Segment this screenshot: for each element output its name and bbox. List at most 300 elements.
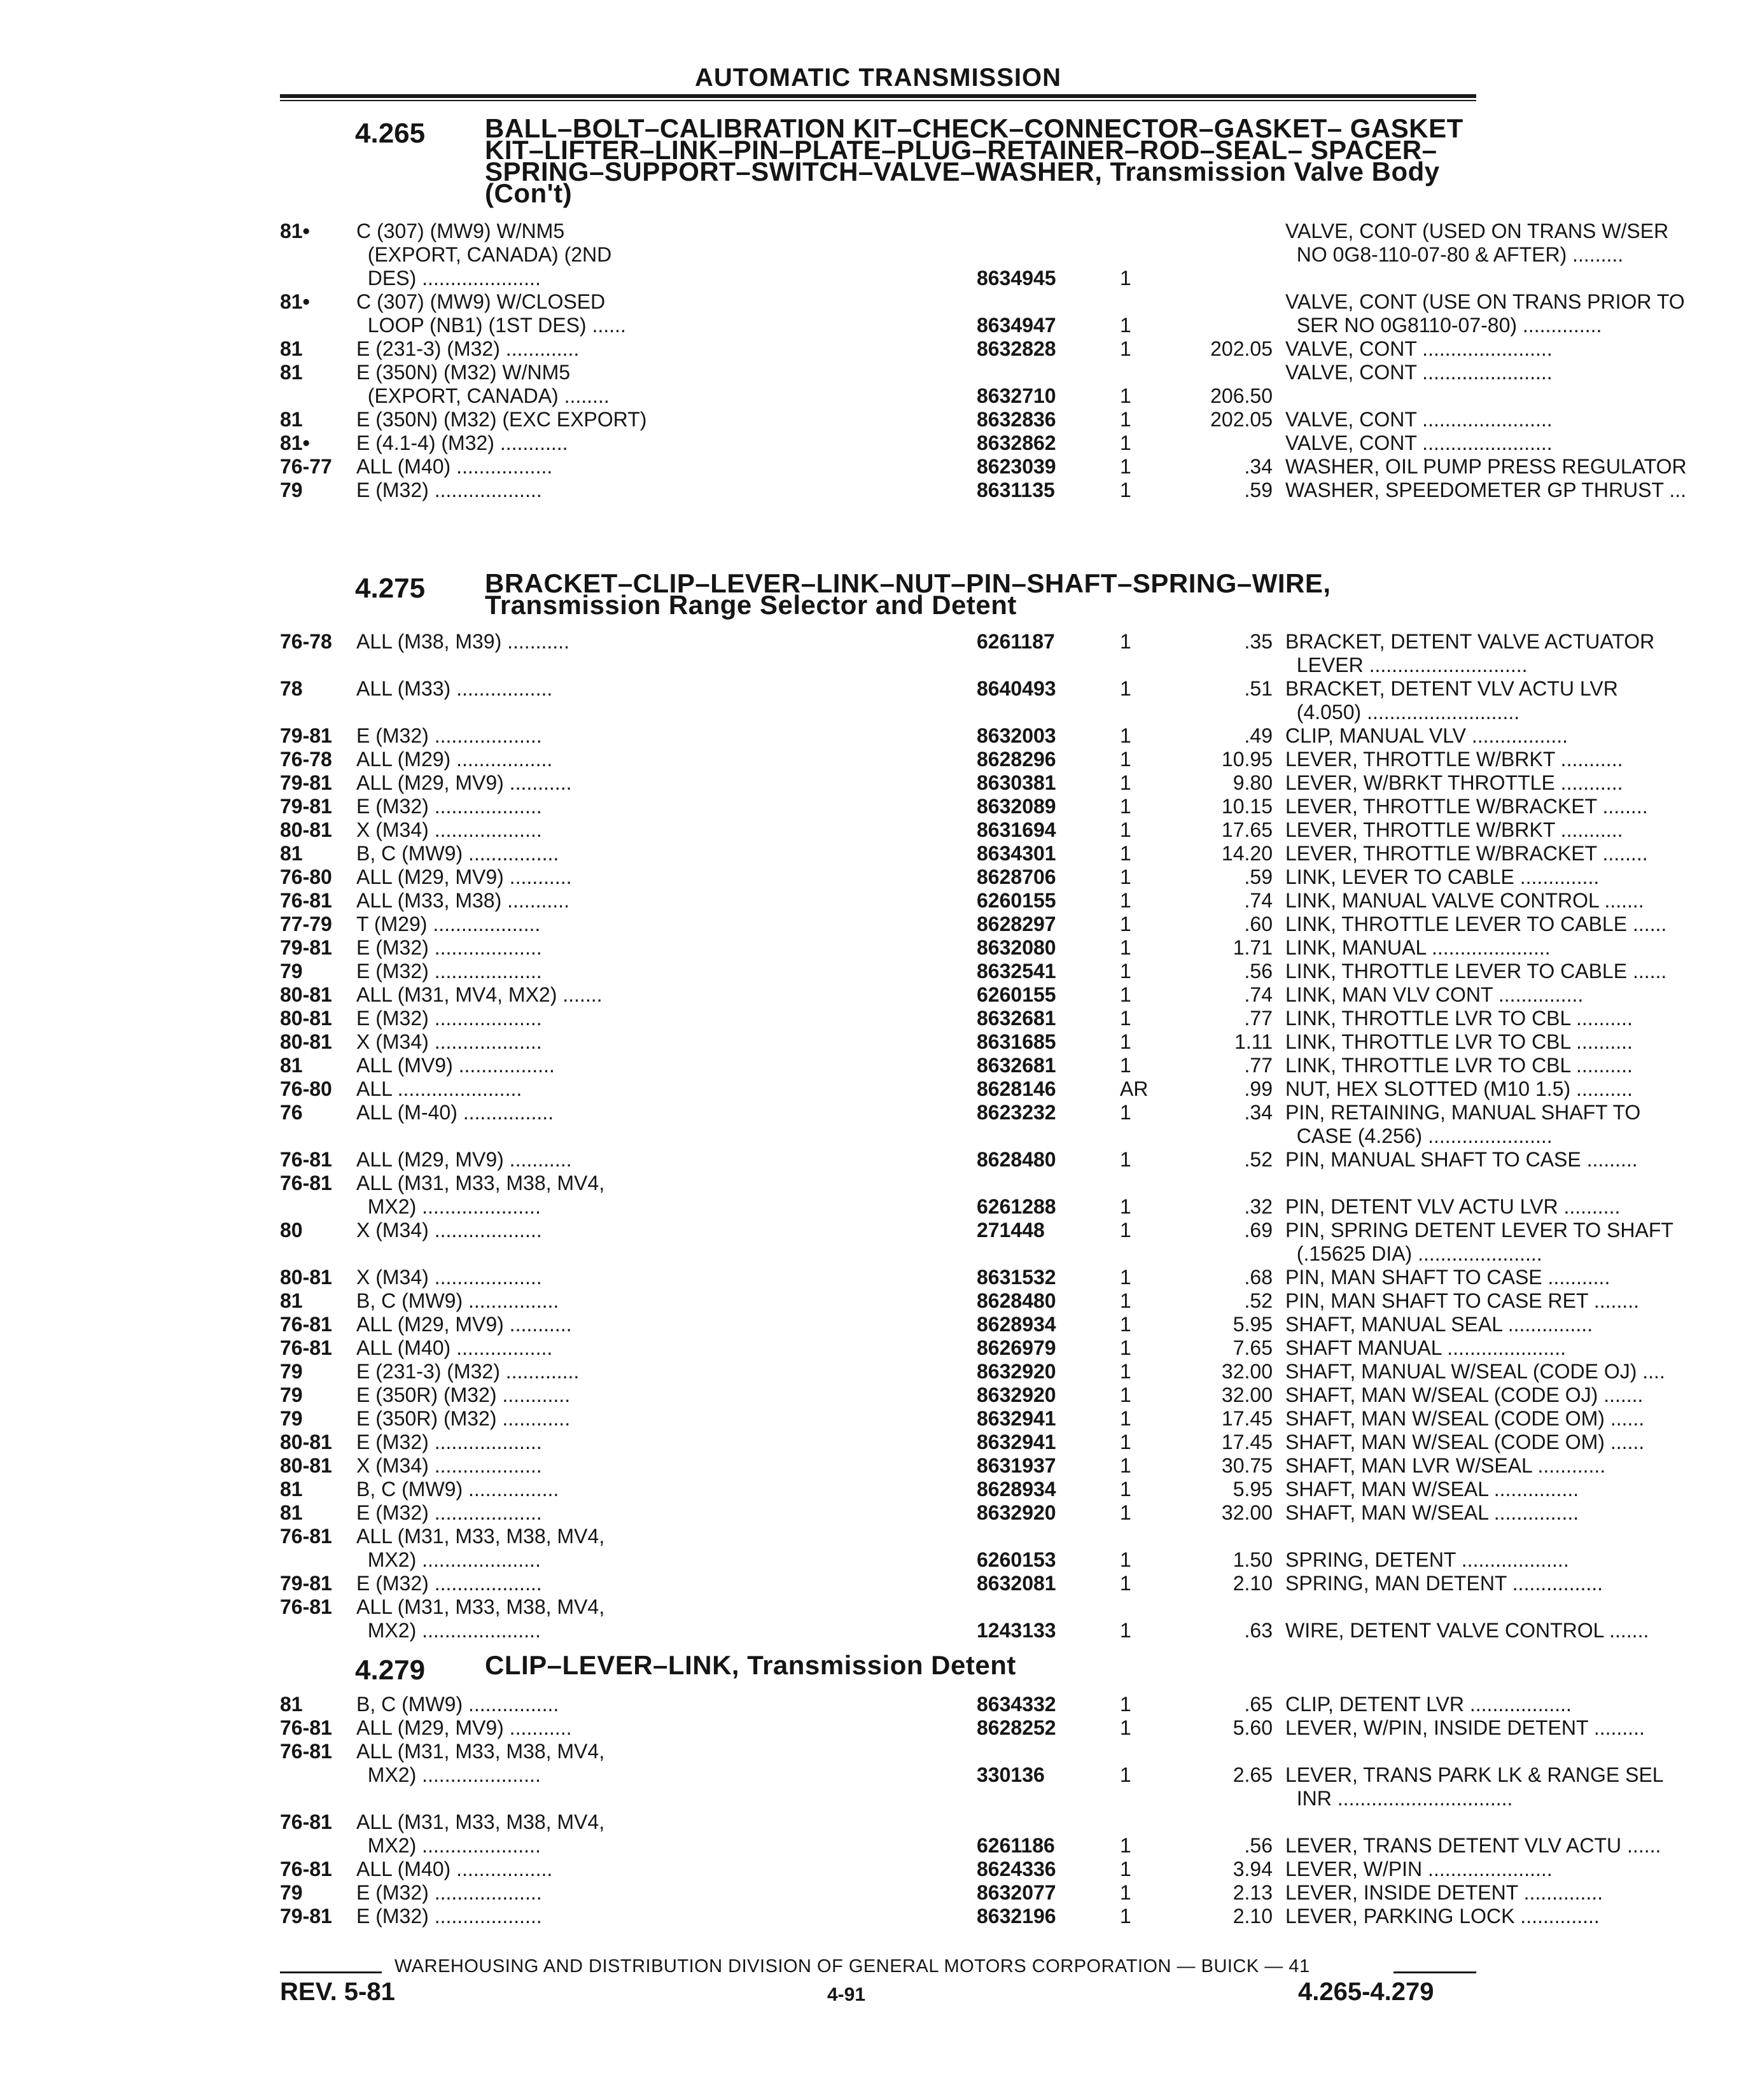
part-number: 8628296 xyxy=(977,748,1056,771)
price: .68 xyxy=(1244,1266,1273,1289)
part-description: VALVE, CONT ....................... xyxy=(1285,431,1553,454)
model-application: ALL (M31, MV4, MX2) ....... xyxy=(356,983,603,1006)
model-application: ALL (M38, M39) ........... xyxy=(356,630,569,653)
parts-row xyxy=(280,913,1667,936)
model-year: 80-81 xyxy=(280,1266,332,1289)
price: 2.10 xyxy=(1233,1572,1273,1595)
part-description: SER NO 0G8110-07-80) .............. xyxy=(1285,314,1602,337)
model-year: 76-81 xyxy=(280,889,332,912)
part-number: 330136 xyxy=(977,1763,1045,1786)
price: .35 xyxy=(1244,630,1273,653)
model-year: 79-81 xyxy=(280,795,332,818)
part-description: PIN, DETENT VLV ACTU LVR .......... xyxy=(1285,1195,1621,1218)
part-number: 6260153 xyxy=(977,1548,1056,1571)
parts-row xyxy=(280,1501,1579,1525)
price: .74 xyxy=(1244,983,1273,1006)
header-rule xyxy=(280,94,1476,98)
quantity: 1 xyxy=(1120,865,1131,888)
part-description: SHAFT, MAN W/SEAL (CODE OM) ...... xyxy=(1285,1431,1645,1453)
parts-row xyxy=(280,724,1568,748)
quantity: 1 xyxy=(1120,1336,1131,1359)
model-application: E (231-3) (M32) ............. xyxy=(356,337,580,360)
quantity: 1 xyxy=(1120,1289,1131,1312)
parts-row xyxy=(280,865,1600,889)
model-application: MX2) ..................... xyxy=(356,1195,541,1218)
price: .69 xyxy=(1244,1219,1273,1242)
parts-row xyxy=(280,1219,1673,1266)
quantity: 1 xyxy=(1120,630,1131,653)
part-description: BRACKET, DETENT VLV ACTU LVR xyxy=(1285,677,1618,700)
quantity: 1 xyxy=(1120,795,1131,818)
model-year: 76-77 xyxy=(280,455,332,478)
part-number: 8634945 xyxy=(977,267,1056,290)
parts-row xyxy=(280,408,1553,431)
part-description: VALVE, CONT (USED ON TRANS W/SER xyxy=(1285,220,1669,242)
quantity: 1 xyxy=(1120,960,1131,983)
price: .59 xyxy=(1244,865,1273,888)
price: .60 xyxy=(1244,913,1273,935)
part-description: LEVER, PARKING LOCK .............. xyxy=(1285,1905,1600,1928)
part-description: LEVER, THROTTLE W/BRKT ........... xyxy=(1285,748,1623,771)
model-application: LOOP (NB1) (1ST DES) ...... xyxy=(356,314,626,337)
quantity: 1 xyxy=(1120,1195,1131,1218)
model-year: 80-81 xyxy=(280,1454,332,1477)
model-application: ALL (M29, MV9) ........... xyxy=(356,1716,572,1739)
quantity: 1 xyxy=(1120,1763,1131,1786)
part-description: VALVE, CONT (USE ON TRANS PRIOR TO xyxy=(1285,290,1685,313)
part-number: 8632710 xyxy=(977,384,1056,407)
part-description: PIN, MAN SHAFT TO CASE ........... xyxy=(1285,1266,1610,1289)
parts-row xyxy=(280,1077,1633,1101)
parts-row xyxy=(280,1054,1633,1077)
model-application: ALL (M31, M33, M38, MV4, xyxy=(356,1595,605,1618)
part-description: SHAFT, MAN W/SEAL (CODE OJ) ....... xyxy=(1285,1383,1644,1406)
price: 5.95 xyxy=(1233,1313,1273,1336)
price: .56 xyxy=(1244,960,1273,983)
part-number: 8628934 xyxy=(977,1478,1056,1501)
part-description: BRACKET, DETENT VALVE ACTUATOR xyxy=(1285,630,1655,653)
quantity: 1 xyxy=(1120,1548,1131,1571)
parts-row xyxy=(280,1148,1638,1172)
part-number: 8634947 xyxy=(977,314,1056,337)
model-application: E (350N) (M32) W/NM5 xyxy=(356,361,571,384)
parts-row xyxy=(280,1336,1566,1360)
model-year: 79 xyxy=(280,479,303,501)
price: .99 xyxy=(1244,1077,1273,1100)
quantity: 1 xyxy=(1120,1030,1131,1053)
parts-row xyxy=(280,1525,1569,1572)
parts-row xyxy=(280,1313,1593,1336)
price: 32.00 xyxy=(1221,1501,1273,1524)
price: .51 xyxy=(1244,677,1273,700)
model-year: 81 xyxy=(280,1289,303,1312)
price: 5.95 xyxy=(1233,1478,1273,1501)
part-description: LEVER, THROTTLE W/BRACKET ........ xyxy=(1285,795,1648,818)
part-number: 8632681 xyxy=(977,1007,1056,1030)
parts-row xyxy=(280,1716,1645,1740)
model-year: 81 xyxy=(280,1478,303,1501)
parts-row xyxy=(280,936,1551,960)
part-description: LINK, THROTTLE LEVER TO CABLE ...... xyxy=(1285,913,1667,935)
model-application: MX2) ..................... xyxy=(356,1619,541,1642)
model-year: 81 xyxy=(280,408,303,431)
part-number: 8632828 xyxy=(977,337,1056,360)
model-application: MX2) ..................... xyxy=(356,1548,541,1571)
part-number: 8632077 xyxy=(977,1881,1056,1904)
model-application: ALL (M29, MV9) ........... xyxy=(356,771,572,794)
quantity: 1 xyxy=(1120,1834,1131,1857)
model-application: MX2) ..................... xyxy=(356,1763,541,1786)
part-description: LINK, THROTTLE LVR TO CBL .......... xyxy=(1285,1030,1633,1053)
parts-row xyxy=(280,361,1553,408)
part-description: SHAFT, MAN W/SEAL (CODE OM) ...... xyxy=(1285,1407,1645,1430)
price: .77 xyxy=(1244,1007,1273,1030)
parts-row xyxy=(280,1572,1603,1595)
parts-row xyxy=(280,1266,1610,1289)
model-year: 79-81 xyxy=(280,1572,332,1595)
section-number: 4.279 xyxy=(355,1655,426,1686)
part-description: CASE (4.256) ...................... xyxy=(1285,1124,1553,1147)
part-number: 8631685 xyxy=(977,1030,1056,1053)
model-year: 81 xyxy=(280,1693,303,1716)
part-number: 8632089 xyxy=(977,795,1056,818)
model-year: 80 xyxy=(280,1219,303,1242)
part-number: 1243133 xyxy=(977,1619,1056,1642)
parts-row xyxy=(280,1478,1579,1501)
price: 32.00 xyxy=(1221,1360,1273,1383)
model-year: 76-81 xyxy=(280,1148,332,1171)
quantity: 1 xyxy=(1120,337,1131,360)
part-description: (4.050) ........................... xyxy=(1285,701,1520,724)
quantity: 1 xyxy=(1120,479,1131,501)
part-number: 271448 xyxy=(977,1219,1045,1242)
part-description: SHAFT, MAN W/SEAL ............... xyxy=(1285,1478,1579,1501)
parts-row xyxy=(280,1881,1603,1905)
part-number: 8624336 xyxy=(977,1858,1056,1880)
model-year: 79-81 xyxy=(280,724,332,747)
model-application: E (M32) ................... xyxy=(356,1572,542,1595)
part-description: LINK, THROTTLE LVR TO CBL .......... xyxy=(1285,1007,1633,1030)
price: 5.60 xyxy=(1233,1716,1273,1739)
quantity: 1 xyxy=(1120,1383,1131,1406)
part-description: LINK, LEVER TO CABLE .............. xyxy=(1285,865,1600,888)
model-application: E (M32) ................... xyxy=(356,1007,542,1030)
parts-row xyxy=(280,1172,1621,1219)
model-application: E (350N) (M32) (EXC EXPORT) xyxy=(356,408,647,431)
quantity: 1 xyxy=(1120,1454,1131,1477)
part-number: 8628480 xyxy=(977,1148,1056,1171)
model-year: 78 xyxy=(280,677,303,700)
part-description: SPRING, MAN DETENT ................ xyxy=(1285,1572,1603,1595)
section-number: 4.275 xyxy=(355,573,426,604)
price: 1.71 xyxy=(1233,936,1273,959)
quantity: 1 xyxy=(1120,889,1131,912)
part-number: 8632196 xyxy=(977,1905,1056,1928)
model-application: C (307) (MW9) W/CLOSED xyxy=(356,290,606,313)
model-application: E (4.1-4) (M32) ............ xyxy=(356,431,568,454)
model-year: 76-81 xyxy=(280,1336,332,1359)
quantity: 1 xyxy=(1120,1007,1131,1030)
quantity: 1 xyxy=(1120,1501,1131,1524)
quantity: 1 xyxy=(1120,677,1131,700)
quantity: 1 xyxy=(1120,1313,1131,1336)
model-application: E (231-3) (M32) ............. xyxy=(356,1360,580,1383)
price: 10.15 xyxy=(1221,795,1273,818)
quantity: 1 xyxy=(1120,455,1131,478)
model-year: 76-81 xyxy=(280,1716,332,1739)
model-application: X (M34) ................... xyxy=(356,1219,542,1242)
part-number: 8631532 xyxy=(977,1266,1056,1289)
part-description: LEVER, THROTTLE W/BRKT ........... xyxy=(1285,818,1623,841)
price: 17.45 xyxy=(1221,1431,1273,1453)
part-number: 8631694 xyxy=(977,818,1056,841)
part-number: 8632941 xyxy=(977,1407,1056,1430)
parts-row xyxy=(280,337,1553,361)
quantity: 1 xyxy=(1120,1266,1131,1289)
part-number: 8630381 xyxy=(977,771,1056,794)
part-description: LEVER, TRANS DETENT VLV ACTU ...... xyxy=(1285,1834,1661,1857)
footer-revision: REV. 5-81 xyxy=(280,1978,395,2006)
quantity: 1 xyxy=(1120,1219,1131,1242)
parts-row xyxy=(280,1360,1665,1383)
price: 10.95 xyxy=(1221,748,1273,771)
model-application: ALL (M29, MV9) ........... xyxy=(356,1313,572,1336)
part-description: LEVER, W/PIN ...................... xyxy=(1285,1858,1553,1880)
parts-row xyxy=(280,1740,1664,1810)
part-description: LINK, MANUAL VALVE CONTROL ....... xyxy=(1285,889,1644,912)
price: 2.10 xyxy=(1233,1905,1273,1928)
parts-row xyxy=(280,1383,1644,1407)
model-year: 81• xyxy=(280,220,310,242)
model-year: 80-81 xyxy=(280,1030,332,1053)
part-description: NO 0G8-110-07-80 & AFTER) ......... xyxy=(1285,243,1624,266)
part-number: 8632941 xyxy=(977,1431,1056,1453)
price: .59 xyxy=(1244,479,1273,501)
price: .56 xyxy=(1244,1834,1273,1857)
model-year: 79-81 xyxy=(280,1905,332,1928)
parts-row xyxy=(280,1905,1600,1928)
parts-row xyxy=(280,290,1685,337)
part-number: 8632681 xyxy=(977,1054,1056,1077)
part-description: SHAFT, MAN W/SEAL ............... xyxy=(1285,1501,1579,1524)
part-description: SHAFT, MAN LVR W/SEAL ............ xyxy=(1285,1454,1606,1477)
model-application: E (M32) ................... xyxy=(356,724,542,747)
part-description: VALVE, CONT ....................... xyxy=(1285,361,1553,384)
price: 202.05 xyxy=(1210,337,1273,360)
quantity: 1 xyxy=(1120,771,1131,794)
part-description: LEVER, TRANS PARK LK & RANGE SEL xyxy=(1285,1763,1664,1786)
parts-row xyxy=(280,960,1667,983)
parts-row xyxy=(280,1693,1572,1716)
footer-page-number: 4-91 xyxy=(827,1984,866,2005)
price: .63 xyxy=(1244,1619,1273,1642)
part-number: 8632541 xyxy=(977,960,1056,983)
part-number: 8634332 xyxy=(977,1693,1056,1716)
model-year: 76-81 xyxy=(280,1525,332,1548)
model-year: 76-81 xyxy=(280,1172,332,1194)
model-year: 81 xyxy=(280,361,303,384)
price: 2.65 xyxy=(1233,1763,1273,1786)
part-number: 8632920 xyxy=(977,1501,1056,1524)
part-number: 8628934 xyxy=(977,1313,1056,1336)
part-number: 8632920 xyxy=(977,1360,1056,1383)
model-application: ALL (M29, MV9) ........... xyxy=(356,865,572,888)
quantity: 1 xyxy=(1120,384,1131,407)
part-number: 8623232 xyxy=(977,1101,1056,1124)
price: .34 xyxy=(1244,455,1273,478)
model-year: 79 xyxy=(280,1407,303,1430)
part-number: 8632920 xyxy=(977,1383,1056,1406)
model-year: 76-78 xyxy=(280,748,332,771)
model-application: ALL ...................... xyxy=(356,1077,522,1100)
parts-row xyxy=(280,1007,1633,1030)
quantity: 1 xyxy=(1120,1478,1131,1501)
model-year: 80-81 xyxy=(280,1431,332,1453)
quantity: 1 xyxy=(1120,1858,1131,1880)
quantity: 1 xyxy=(1120,408,1131,431)
part-number: 8632081 xyxy=(977,1572,1056,1595)
quantity: 1 xyxy=(1120,1881,1131,1904)
model-year: 81 xyxy=(280,1501,303,1524)
price: 3.94 xyxy=(1233,1858,1273,1880)
page-header: AUTOMATIC TRANSMISSION xyxy=(694,64,1062,92)
footer-rule-left xyxy=(280,1971,382,1973)
quantity: 1 xyxy=(1120,431,1131,454)
parts-row xyxy=(280,1030,1633,1054)
part-number: 8631135 xyxy=(977,479,1055,501)
price: 206.50 xyxy=(1210,384,1273,407)
section-4-275 xyxy=(280,568,1476,622)
parts-row xyxy=(280,455,1687,479)
model-year: 76-80 xyxy=(280,865,332,888)
quantity: AR xyxy=(1120,1077,1149,1100)
model-application: ALL (M-40) ................ xyxy=(356,1101,554,1124)
parts-row xyxy=(280,1454,1606,1478)
part-description: LINK, THROTTLE LVR TO CBL .......... xyxy=(1285,1054,1633,1077)
model-application: ALL (M40) ................. xyxy=(356,455,553,478)
part-description: LINK, MAN VLV CONT ............... xyxy=(1285,983,1584,1006)
model-year: 79 xyxy=(280,960,303,983)
model-application: E (M32) ................... xyxy=(356,1501,542,1524)
part-description: PIN, MAN SHAFT TO CASE RET ........ xyxy=(1285,1289,1639,1312)
model-application: ALL (M29) ................. xyxy=(356,748,553,771)
model-application: E (350R) (M32) ............ xyxy=(356,1383,571,1406)
part-number: 8628146 xyxy=(977,1077,1056,1100)
model-application: ALL (M40) ................. xyxy=(356,1858,553,1880)
part-description: PIN, RETAINING, MANUAL SHAFT TO xyxy=(1285,1101,1641,1124)
model-application: E (350R) (M32) ............ xyxy=(356,1407,571,1430)
model-year: 80-81 xyxy=(280,818,332,841)
part-number: 8632862 xyxy=(977,431,1056,454)
model-application: E (M32) ................... xyxy=(356,795,542,818)
part-description: SHAFT, MANUAL W/SEAL (CODE OJ) .... xyxy=(1285,1360,1665,1383)
quantity: 1 xyxy=(1120,1619,1131,1642)
price: .49 xyxy=(1244,724,1273,747)
part-description: VALVE, CONT ....................... xyxy=(1285,408,1553,431)
footer-division-line: WAREHOUSING AND DISTRIBUTION DIVISION OF GENERAL MOTORS CORPORATION — BUICK — 41 xyxy=(395,1956,1310,1977)
model-year: 76-81 xyxy=(280,1740,332,1763)
part-number: 8634301 xyxy=(977,842,1056,865)
model-year: 76 xyxy=(280,1101,303,1124)
model-year: 80-81 xyxy=(280,983,332,1006)
part-description: PIN, MANUAL SHAFT TO CASE ......... xyxy=(1285,1148,1638,1171)
parts-row xyxy=(280,818,1623,842)
quantity: 1 xyxy=(1120,1148,1131,1171)
model-year: 79 xyxy=(280,1383,303,1406)
quantity: 1 xyxy=(1120,983,1131,1006)
model-application: ALL (M31, M33, M38, MV4, xyxy=(356,1810,605,1833)
model-application: MX2) ..................... xyxy=(356,1834,541,1857)
price: 14.20 xyxy=(1221,842,1273,865)
part-number: 8640493 xyxy=(977,677,1056,700)
part-number: 6260155 xyxy=(977,889,1056,912)
part-number: 8623039 xyxy=(977,455,1056,478)
model-application: (EXPORT, CANADA) ........ xyxy=(356,384,610,407)
model-year: 81 xyxy=(280,842,303,865)
part-description: SPRING, DETENT ................... xyxy=(1285,1548,1569,1571)
quantity: 1 xyxy=(1120,842,1131,865)
part-description: PIN, SPRING DETENT LEVER TO SHAFT xyxy=(1285,1219,1673,1242)
price: 202.05 xyxy=(1210,408,1273,431)
model-application: E (M32) ................... xyxy=(356,479,542,501)
model-application: B, C (MW9) ................ xyxy=(356,842,559,865)
parts-row xyxy=(280,771,1623,795)
part-description: LINK, THROTTLE LEVER TO CABLE ...... xyxy=(1285,960,1667,983)
quantity: 1 xyxy=(1120,724,1131,747)
model-application: ALL (M31, M33, M38, MV4, xyxy=(356,1525,605,1548)
part-number: 6261187 xyxy=(977,630,1055,653)
model-application: B, C (MW9) ................ xyxy=(356,1289,559,1312)
model-application: X (M34) ................... xyxy=(356,1454,542,1477)
model-application: DES) ..................... xyxy=(356,267,541,290)
price: .65 xyxy=(1244,1693,1273,1716)
parts-row xyxy=(280,1289,1639,1313)
quantity: 1 xyxy=(1120,314,1131,337)
section-title: BRACKET–CLIP–LEVER–LINK–NUT–PIN–SHAFT–SPRING–WIRE, Transmission Range Selector and Detent xyxy=(485,568,1331,620)
part-description: LEVER, W/BRKT THROTTLE ........... xyxy=(1285,771,1623,794)
part-description: LINK, MANUAL ..................... xyxy=(1285,936,1551,959)
model-application: X (M34) ................... xyxy=(356,818,542,841)
model-year: 81• xyxy=(280,431,310,454)
part-number: 6260155 xyxy=(977,983,1056,1006)
quantity: 1 xyxy=(1120,1905,1131,1928)
price: .52 xyxy=(1244,1289,1273,1312)
part-description: SHAFT MANUAL ..................... xyxy=(1285,1336,1566,1359)
section-number: 4.265 xyxy=(355,118,426,149)
model-year: 81 xyxy=(280,337,303,360)
model-application: E (M32) ................... xyxy=(356,1905,542,1928)
model-application: T (M29) ................... xyxy=(356,913,541,935)
model-year: 79-81 xyxy=(280,936,332,959)
section-4-279 xyxy=(280,1650,1476,1686)
section-title: CLIP–LEVER–LINK, Transmission Detent xyxy=(485,1650,1016,1680)
model-application: ALL (M31, M33, M38, MV4, xyxy=(356,1172,605,1194)
model-year: 80-81 xyxy=(280,1007,332,1030)
part-description: (.15625 DIA) ...................... xyxy=(1285,1242,1542,1265)
quantity: 1 xyxy=(1120,818,1131,841)
model-year: 76-81 xyxy=(280,1313,332,1336)
parts-row xyxy=(280,220,1669,290)
model-year: 79 xyxy=(280,1360,303,1383)
price: 32.00 xyxy=(1221,1383,1273,1406)
section-title: BALL–BOLT–CALIBRATION KIT–CHECK–CONNECTOR–GASKET– GASKET KIT–LIFTER–LINK–PIN–PLATE–PLUG–RETAINER–ROD–SEAL– SPACER–SPRING–SUPPORT–SWITCH–VALVE–WASHER, Transmission Valve Body (Con't) xyxy=(485,113,1463,208)
part-description: NUT, HEX SLOTTED (M10 1.5) .......... xyxy=(1285,1077,1633,1100)
model-application: X (M34) ................... xyxy=(356,1266,542,1289)
part-number: 6261288 xyxy=(977,1195,1056,1218)
part-number: 8632080 xyxy=(977,936,1056,959)
price: 1.11 xyxy=(1234,1030,1273,1053)
section-4-265 xyxy=(280,113,1476,211)
